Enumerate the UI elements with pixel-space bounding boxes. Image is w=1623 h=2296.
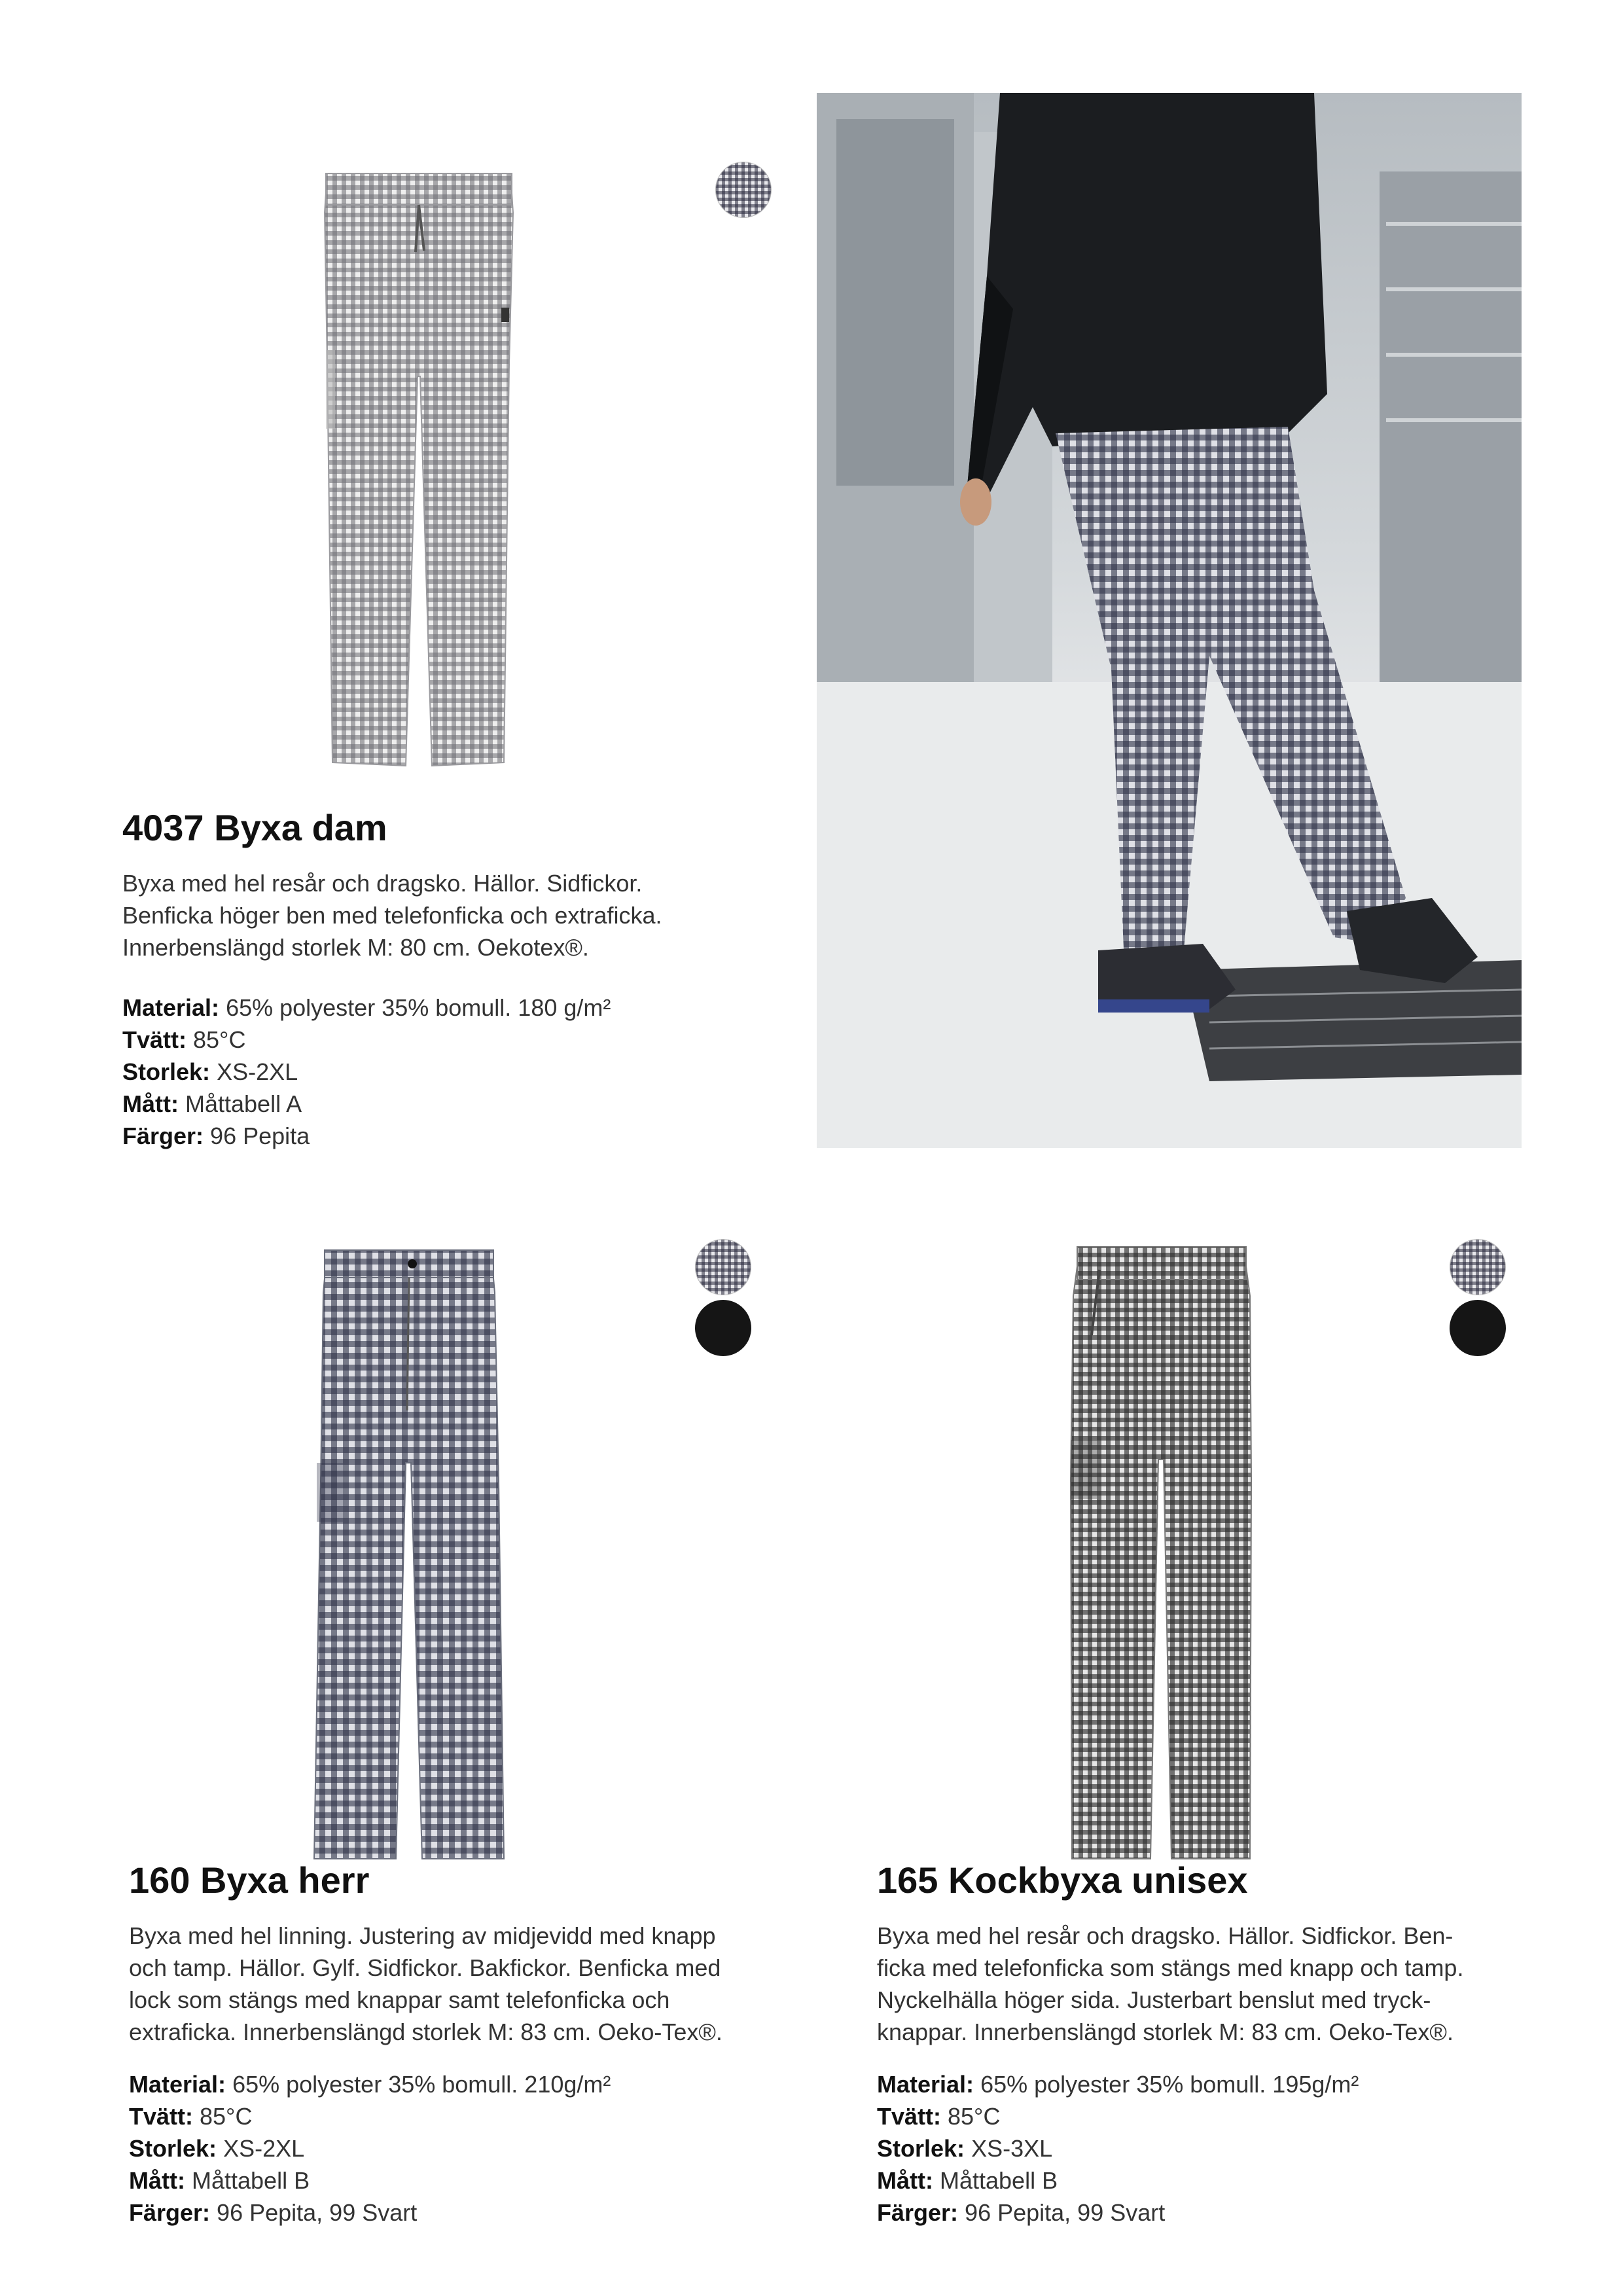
spec-measure: Mått: Måttabell B xyxy=(877,2167,1058,2194)
description-line: lock som stängs med knappar samt telefonficka och xyxy=(129,1986,670,2013)
description-line: Byxa med hel resår och dragsko. Hällor. Sidfickor. xyxy=(122,870,643,897)
spec-colors: Färger: 96 Pepita, 99 Svart xyxy=(877,2199,1166,2226)
spec-size: Storlek: XS-2XL xyxy=(129,2135,305,2162)
description-line: Byxa med hel resår och dragsko. Hällor. Sidfickor. Ben- xyxy=(877,1922,1454,1949)
spec-measure: Mått: Måttabell B xyxy=(129,2167,310,2194)
description-line: Benficka höger ben med telefonficka och extraficka. xyxy=(122,902,662,929)
product-specs xyxy=(129,2068,611,2229)
product-card-165 xyxy=(812,1211,1623,2291)
product-description xyxy=(129,1920,722,2048)
description-line: Nyckelhälla höger sida. Justerbart benslut med tryck- xyxy=(877,1986,1431,2013)
product-card-4037 xyxy=(0,0,812,1178)
spec-measure: Mått: Måttabell A xyxy=(122,1090,302,1117)
product-description xyxy=(122,867,662,963)
product-card-160 xyxy=(0,1211,812,2291)
product-title: 165 Kockbyxa unisex xyxy=(877,1859,1248,1901)
description-line: Byxa med hel linning. Justering av midjevidd med knapp xyxy=(129,1922,716,1949)
color-swatch-black[interactable] xyxy=(1450,1300,1506,1356)
spec-material: Material: 65% polyester 35% bomull. 195g/m² xyxy=(877,2071,1359,2098)
spec-wash: Tvätt: 85°C xyxy=(877,2103,1001,2130)
product-title: 160 Byxa herr xyxy=(129,1859,370,1901)
color-swatch-pepita[interactable] xyxy=(695,1239,751,1295)
spec-colors: Färger: 96 Pepita xyxy=(122,1122,310,1149)
color-swatch-pepita[interactable] xyxy=(1450,1239,1506,1295)
description-line: Innerbenslängd storlek M: 80 cm. Oekotex®. xyxy=(122,934,589,961)
spec-size: Storlek: XS-3XL xyxy=(877,2135,1053,2162)
spec-material: Material: 65% polyester 35% bomull. 180 g/m² xyxy=(122,994,611,1021)
spec-wash: Tvätt: 85°C xyxy=(129,2103,253,2130)
description-line: ficka med telefonficka som stängs med knapp och tamp. xyxy=(877,1954,1464,1981)
description-line: extraficka. Innerbenslängd storlek M: 83 cm. Oeko-Tex®. xyxy=(129,2018,722,2045)
spec-size: Storlek: XS-2XL xyxy=(122,1058,298,1085)
product-image-160 xyxy=(308,1247,510,1862)
product-specs xyxy=(877,2068,1359,2229)
color-swatch-black[interactable] xyxy=(695,1300,751,1356)
spec-material: Material: 65% polyester 35% bomull. 210g/m² xyxy=(129,2071,611,2098)
product-image-165 xyxy=(1060,1244,1263,1862)
product-title: 4037 Byxa dam xyxy=(122,807,387,848)
product-specs xyxy=(122,992,611,1152)
description-line: och tamp. Hällor. Gylf. Sidfickor. Bakfickor. Benficka med xyxy=(129,1954,721,1981)
kitchen-lifestyle-photo xyxy=(817,93,1522,1148)
color-swatch-pepita[interactable] xyxy=(715,162,772,218)
description-line: knappar. Innerbenslängd storlek M: 83 cm. Oeko-Tex®. xyxy=(877,2018,1454,2045)
product-image-4037 xyxy=(314,167,524,776)
spec-colors: Färger: 96 Pepita, 99 Svart xyxy=(129,2199,418,2226)
product-description xyxy=(877,1920,1463,2048)
spec-wash: Tvätt: 85°C xyxy=(122,1026,246,1053)
